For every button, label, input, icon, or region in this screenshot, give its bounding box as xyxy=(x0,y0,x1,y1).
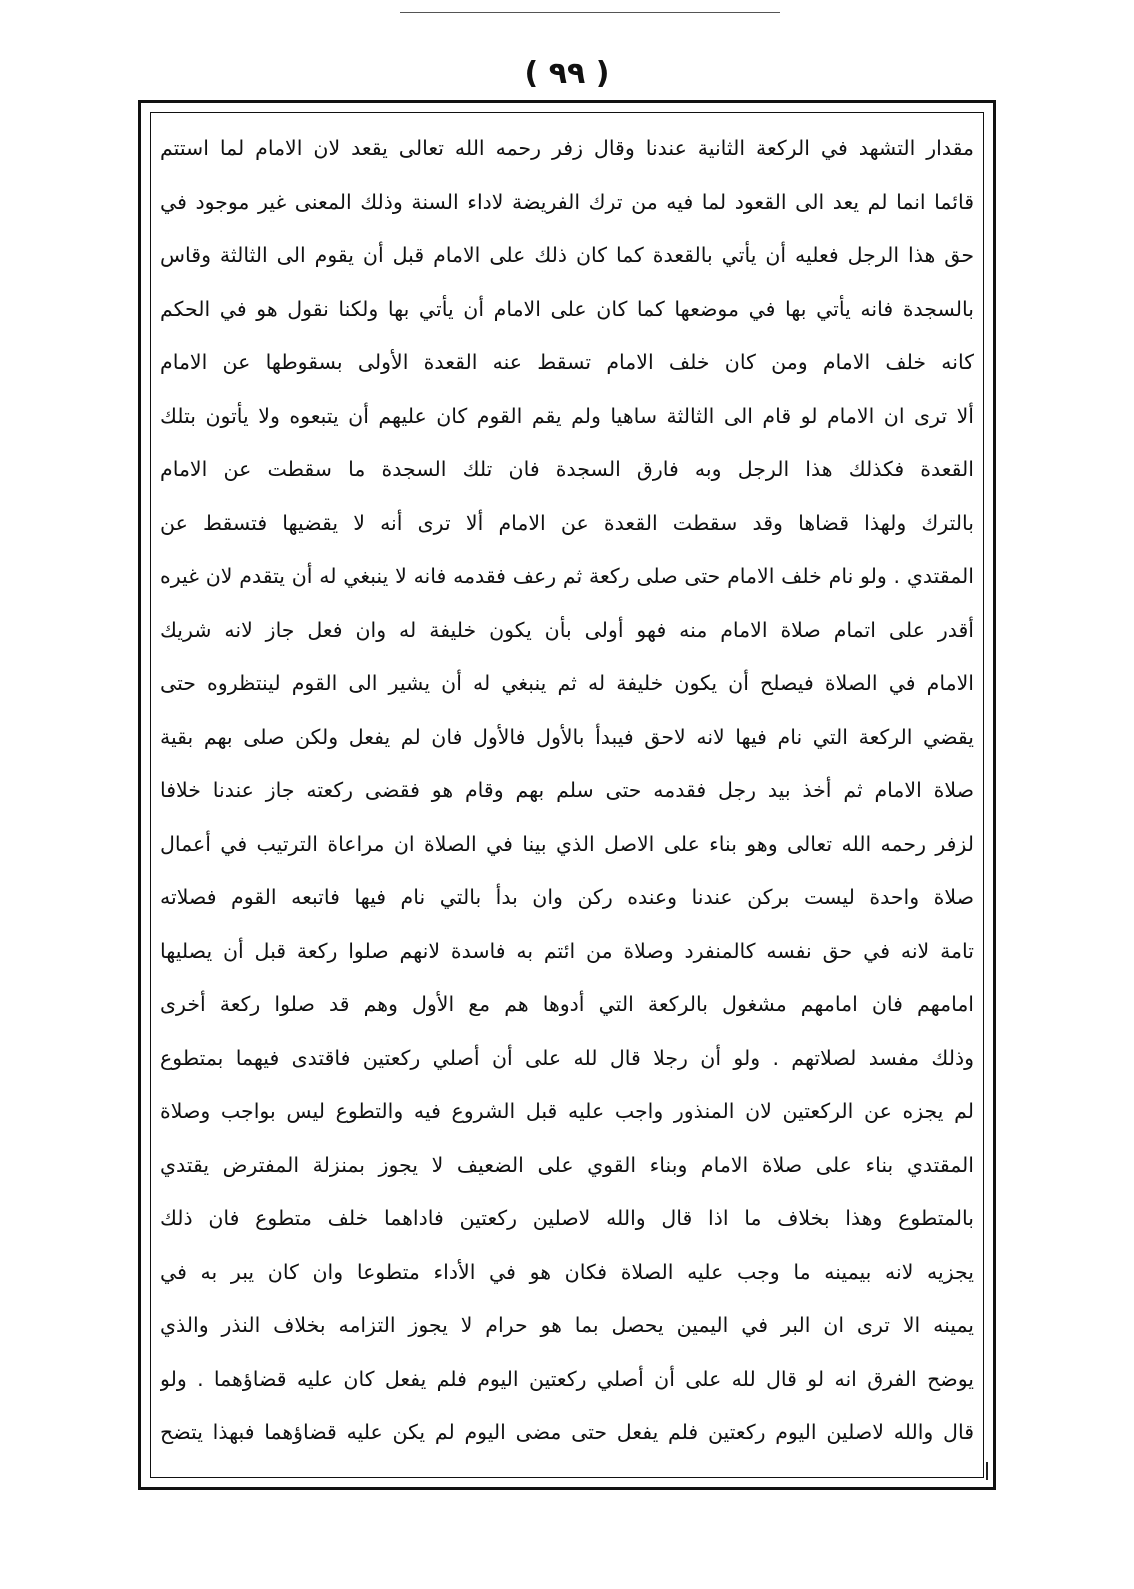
text-line: كانه خلف الامام ومن كان خلف الامام تسقط عنه القعدة الأولى بسقوطها عن الامام xyxy=(160,350,974,374)
text-block xyxy=(160,122,974,1468)
text-line: تامة لانه في حق نفسه كالمنفرد وصلاة من ائتم به فاسدة لانهم صلوا ركعة قبل أن يصليها xyxy=(160,938,974,963)
text-line: يوضح الفرق انه لو قال لله على أن أصلي ركعتين اليوم فلم يفعل كان عليه قضاؤهما . ولو xyxy=(160,1366,974,1391)
text-line: بالمتطوع وهذا بخلاف ما اذا قال والله لاصلين ركعتين فاداهما خلف متطوع فان ذلك xyxy=(160,1206,974,1230)
text-line: لم يجزه عن الركعتين لان المنذور واجب عليه قبل الشروع فيه والتطوع ليس بواجب وصلاة xyxy=(160,1099,974,1123)
text-line: مقدار التشهد في الركعة الثانية عندنا وقال زفر رحمه الله تعالى يقعد لان الامام لما استتم xyxy=(160,136,974,160)
top-rule xyxy=(400,12,780,13)
text-line: بالترك ولهذا قضاها وقد سقطت القعدة عن الامام ألا ترى أنه لا يقضيها فتسقط عن xyxy=(160,510,974,535)
text-line: قائما انما لم يعد الى القعود لما فيه من ترك الفريضة لاداء السنة وذلك المعنى غير موجود في xyxy=(160,189,974,214)
margin-mark xyxy=(986,1462,988,1480)
text-line: يجزيه لانه بيمينه ما وجب عليه الصلاة فكان هو في الأداء متطوعا وان كان يبر به في xyxy=(160,1259,974,1284)
text-line: ألا ترى ان الامام لو قام الى الثالثة ساهيا ولم يقم القوم كان عليهم أن يتبعوه ولا يأتون بتلك xyxy=(160,403,974,428)
text-line: صلاة واحدة ليست بركن عندنا وعنده ركن وان بدأ بالتي نام فيها فاتبعه القوم فصلاته xyxy=(160,885,974,909)
page-number: ( ٩٩ ) xyxy=(524,56,610,91)
text-line: القعدة فكذلك هذا الرجل وبه فارق السجدة فان تلك السجدة ما سقطت عن الامام xyxy=(160,457,974,481)
text-line: يمينه الا ترى ان البر في اليمين يحصل بما هو حرام لا يجوز التزامه بخلاف النذر والذي xyxy=(160,1313,974,1337)
text-line: المقتدي بناء على صلاة الامام وبناء القوي على الضعيف لا يجوز بمنزلة المفترض يقتدي xyxy=(160,1152,974,1177)
text-line: يقضي الركعة التي نام فيها لانه لاحق فيبدأ بالأول فالأول فان لم يفعل ولكن صلى بهم بقية xyxy=(160,724,974,749)
text-line: المقتدي . ولو نام خلف الامام حتى صلى ركعة ثم رعف فقدمه فانه لا ينبغي له أن يتقدم لان غيره xyxy=(160,564,974,588)
text-line: وذلك مفسد لصلاتهم . ولو أن رجلا قال لله على أن أصلي ركعتين فاقتدى فيهما بمتطوع xyxy=(160,1045,974,1070)
text-line: حق هذا الرجل فعليه أن يأتي بالقعدة كما كان ذلك على الامام قبل أن يقوم الى الثالثة وقاس xyxy=(160,243,974,267)
text-line: بالسجدة فانه يأتي بها في موضعها كما كان على الامام أن يأتي بها ولكنا نقول هو في الحكم xyxy=(160,296,974,321)
text-line: أقدر على اتمام صلاة الامام منه فهو أولى بأن يكون خليفة له وان فعل جاز لانه شريك xyxy=(160,617,974,642)
text-line: الامام في الصلاة فيصلح أن يكون خليفة له ثم ينبغي له أن يشير الى القوم لينتظروه حتى xyxy=(160,671,974,695)
text-line: لزفر رحمه الله تعالى وهو بناء على الاصل الذي بينا في الصلاة ان مراعاة الترتيب في أعمال xyxy=(160,831,974,856)
text-line: امامهم فان امامهم مشغول بالركعة التي أدوها هم مع الأول وهم قد صلوا ركعة أخرى xyxy=(160,992,974,1016)
text-line: قال والله لاصلين اليوم ركعتين فلم يفعل حتى مضى اليوم لم يكن عليه قضاؤهما فبهذا يتضح xyxy=(160,1420,974,1444)
text-line: صلاة الامام ثم أخذ بيد رجل فقدمه حتى سلم بهم وقام هو فقضى ركعته جاز عندنا خلافا xyxy=(160,778,974,802)
